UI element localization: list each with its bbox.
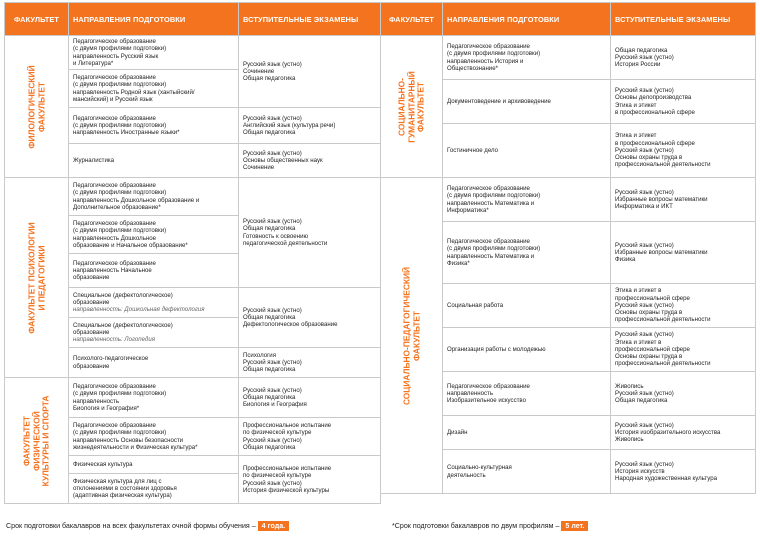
direction-cell: Дизайн: [443, 416, 611, 450]
footer-note-text: *Срок подготовки бакалавров по двум профилям –: [392, 522, 560, 530]
exam-cell: Русский язык (устно) Общая педагогика Дефектологическое образование: [239, 288, 381, 348]
direction-cell: [69, 288, 239, 318]
footer-highlight-years: 4 года.: [258, 521, 289, 531]
direction-title: Специальное (дефектологическое) образование: [73, 291, 173, 306]
direction-cell: Гостиничное дело: [443, 124, 611, 178]
exam-cell: Русский язык (устно) Основы общественных наук Сочинение: [239, 144, 381, 178]
faculty-title: ФИЛОЛОГИЧЕСКИЙ ФАКУЛЬТЕТ: [25, 64, 46, 149]
exam-cell: Русский язык (устно) Английский язык (культура речи) Общая педагогика: [239, 108, 381, 144]
faculty-psychology: [5, 178, 69, 378]
faculty-title: ФАКУЛЬТЕТ ФИЗИЧЕСКОЙ КУЛЬТУРЫ И СПОРТА: [21, 395, 51, 486]
direction-cell: Социально-культурная деятельность: [443, 450, 611, 494]
exam-cell: Профессиональное испытание по физической культуре Русский язык (устно) Общая педагогика: [239, 418, 381, 456]
faculty-humanities: [381, 36, 443, 178]
exam-cell: Русский язык (устно) Основы делопроизводства Этика и этикет в профессиональной сфере: [611, 80, 756, 124]
exam-cell: Русский язык (устно) История изобразительного искусства Живопись: [611, 416, 756, 450]
faculty-title: СОЦИАЛЬНО- ГУМАНИТАРНЫЙ ФАКУЛЬТЕТ: [396, 70, 426, 143]
exam-cell: Русский язык (устно) Общая педагогика Готовность к освоению педагогической деятельности: [239, 178, 381, 288]
direction-cell: Педагогическое образование (с двумя профилями подготовки) направленность История и Обществознание*: [443, 36, 611, 80]
direction-cell: Педагогическое образование (с двумя профилями подготовки) направленность Математика и Информатика*: [443, 178, 611, 222]
header-directions: НАПРАВЛЕНИЯ ПОДГОТОВКИ: [443, 3, 611, 36]
footer-note-text: Срок подготовки бакалавров на всех факультетах очной формы обучения –: [6, 522, 256, 530]
faculty-philology: [5, 36, 69, 178]
direction-cell: Педагогическое образование (с двумя профилями подготовки) направленность Математика и Физика*: [443, 222, 611, 284]
header-exams: ВСТУПИТЕЛЬНЫЕ ЭКЗАМЕНЫ: [611, 3, 756, 36]
exam-cell: Русский язык (устно) Избранные вопросы математики Физика: [611, 222, 756, 284]
table-row: [5, 178, 381, 216]
direction-cell: Педагогическое образование направленность Начальное образование: [69, 254, 239, 288]
exam-cell: Общая педагогика Русский язык (устно) История России: [611, 36, 756, 80]
table-row: [381, 36, 756, 80]
header-faculty: ФАКУЛЬТЕТ: [381, 3, 443, 36]
direction-cell: Педагогическое образование (с двумя профилями подготовки) направленность Биология и География*: [69, 378, 239, 418]
direction-cell: Педагогическое образование направленность Изобразительное искусство: [443, 372, 611, 416]
faculty-title: ФАКУЛЬТЕТ ПСИХОЛОГИИ И ПЕДАГОГИКИ: [25, 221, 46, 334]
direction-cell: Педагогическое образование (с двумя профилями подготовки) направленность Иностранные языки*: [69, 108, 239, 144]
faculty-sport: [5, 378, 69, 504]
direction-cell: Педагогическое образование (с двумя профилями подготовки) направленность Дошкольное образование и Начальное образование*: [69, 216, 239, 254]
direction-subtitle: направленность: Логопедия: [73, 336, 155, 344]
left-admissions-table: [4, 2, 381, 504]
direction-subtitle: направленность: Дошкольная дефектология: [73, 306, 205, 314]
footer-highlight-years: 5 лет.: [561, 521, 588, 531]
footer-note-two-profiles: [392, 522, 588, 530]
exam-cell: Русский язык (устно) Сочинение Общая педагогика: [239, 36, 381, 108]
exam-cell: Этика и этикет в профессиональной сфере Русский язык (устно) Основы охраны труда в профессиональной деятельности: [611, 124, 756, 178]
direction-cell: Документоведение и архивоведение: [443, 80, 611, 124]
direction-cell: Педагогическое образование (с двумя профилями подготовки) направленность Родной язык (хантыйский/ мансийский) и Русский язык: [69, 70, 239, 108]
exam-cell: Живопись Русский язык (устно) Общая педагогика: [611, 372, 756, 416]
exam-cell: Русский язык (устно) Этика и этикет в профессиональной сфере Основы охраны труда в профессиональной деятельности: [611, 328, 756, 372]
direction-cell: Педагогическое образование (с двумя профилями подготовки) направленность Основы безопасности жизнедеятельности и Физическая культура*: [69, 418, 239, 456]
direction-cell: Физическая культура для лиц с отклонениями в состоянии здоровья (адаптивная физическая культура): [69, 474, 239, 504]
table-row: [381, 178, 756, 222]
exam-cell: Русский язык (устно) Общая педагогика Биология и География: [239, 378, 381, 418]
header-directions: НАПРАВЛЕНИЯ ПОДГОТОВКИ: [69, 3, 239, 36]
exam-cell: Профессиональное испытание по физической культуре Русский язык (устно) История физической культуры: [239, 456, 381, 504]
faculty-social: [381, 178, 443, 494]
header-exams: ВСТУПИТЕЛЬНЫЕ ЭКЗАМЕНЫ: [239, 3, 381, 36]
exam-cell: Русский язык (устно) Избранные вопросы математики Информатика и ИКТ: [611, 178, 756, 222]
exam-cell: Психология Русский язык (устно) Общая педагогика: [239, 348, 381, 378]
faculty-title: СОЦИАЛЬНО-ПЕДАГОГИЧЕСКИЙ ФАКУЛЬТЕТ: [400, 266, 421, 405]
direction-cell: Физическая культура: [69, 456, 239, 474]
exam-cell: Этика и этикет в профессиональной сфере Русский язык (устно) Основы охраны труда в профессиональной деятельности: [611, 284, 756, 328]
exam-cell: Русский язык (устно) История искусств Народная художественная культура: [611, 450, 756, 494]
direction-cell: Педагогическое образование (с двумя профилями подготовки) направленность Русский язык и Литература*: [69, 36, 239, 70]
right-header-row: [381, 3, 756, 36]
direction-cell: [69, 318, 239, 348]
table-row: [5, 36, 381, 70]
direction-cell: Социальная работа: [443, 284, 611, 328]
right-admissions-table: [380, 2, 756, 494]
footer-note-duration: [6, 522, 289, 530]
direction-title: Специальное (дефектологическое) образование: [73, 321, 173, 336]
direction-cell: Организация работы с молодежью: [443, 328, 611, 372]
direction-cell: Журналистика: [69, 144, 239, 178]
direction-cell: Психолого-педагогическое образование: [69, 348, 239, 378]
table-row: [5, 378, 381, 418]
header-faculty: ФАКУЛЬТЕТ: [5, 3, 69, 36]
direction-cell: Педагогическое образование (с двумя профилями подготовки) направленность Дошкольное образование и Дополнительное образование*: [69, 178, 239, 216]
left-header-row: [5, 3, 381, 36]
